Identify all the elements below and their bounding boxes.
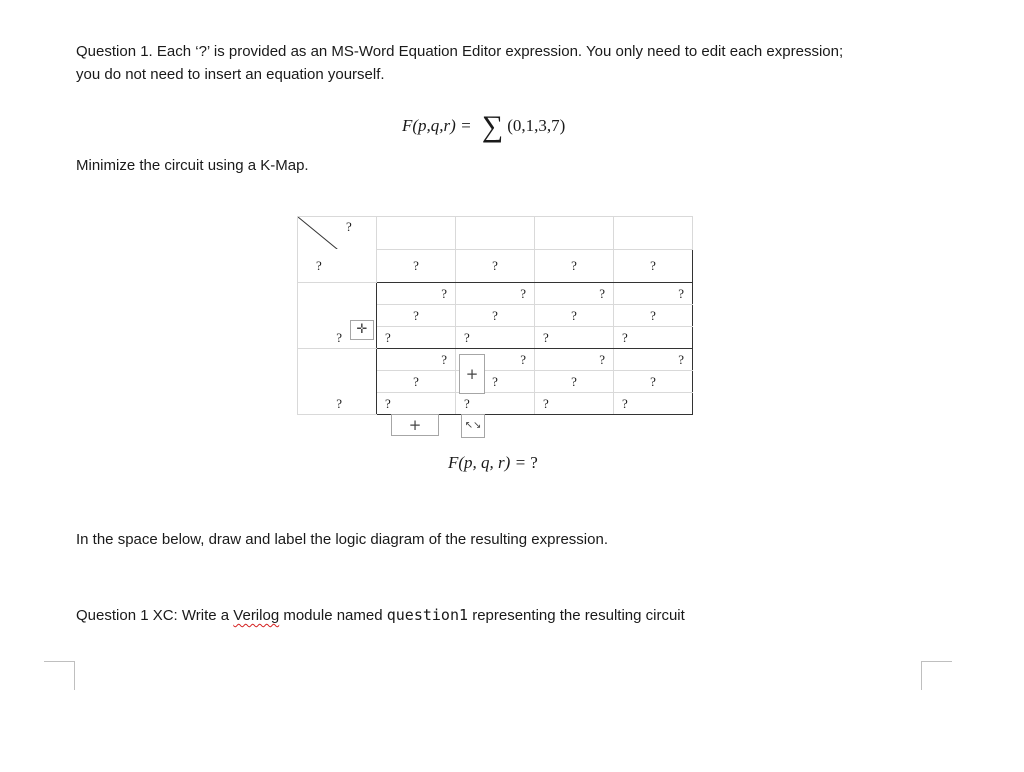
kmap-cell[interactable]: ? [614,327,693,349]
kmap-row-label-cell [298,283,377,305]
kmap-cell[interactable]: ? [614,393,693,415]
kmap-row-label-cell [298,371,377,393]
kmap-empty-cell [535,217,614,250]
result-lhs: F(p, q, r) = [448,453,527,472]
kmap-cell[interactable]: ? [456,283,535,305]
kmap-corner-left-label[interactable]: ? [316,258,322,273]
kmap-cell[interactable]: ? [456,305,535,327]
kmap-row-label[interactable]: ? [336,396,342,411]
result-placeholder[interactable]: ? [530,453,538,472]
result-equation[interactable] [448,453,538,473]
kmap-row-label-cell [298,349,377,371]
table-resize-handle-icon[interactable]: ↖↘ [461,414,485,438]
kmap-cell[interactable]: ? [377,371,456,393]
page-margin-corner-left [44,661,75,690]
page-margin-corner-right [921,661,952,690]
kmap-cell[interactable]: ? [377,327,456,349]
xc-prefix: Question 1 XC: Write a [76,607,234,624]
extra-credit-question [76,604,685,627]
equation-terms: (0,1,3,7) [507,116,566,135]
kmap-cell[interactable]: ? [614,349,693,371]
kmap-col-header[interactable]: ? [456,250,535,283]
intro-line-2: you do not need to insert an equation yourself. [76,66,385,83]
kmap-cell[interactable]: ? [535,305,614,327]
kmap-cell[interactable]: ? [535,283,614,305]
kmap-cell[interactable]: ? [535,371,614,393]
kmap-cell[interactable]: ? [614,283,693,305]
module-name: question1 [386,606,469,624]
kmap-cell[interactable]: ? [535,327,614,349]
kmap-cell[interactable]: ? [456,349,535,371]
kmap-cell[interactable]: ? [377,349,456,371]
kmap-cell[interactable]: ? [377,305,456,327]
kmap-col-header[interactable]: ? [377,250,456,283]
kmap-col-header[interactable]: ? [535,250,614,283]
kmap-row-label-cell[interactable] [298,393,377,415]
kmap-corner-cell-lower[interactable] [298,250,377,283]
kmap-instruction: Minimize the circuit using a K-Map. [76,157,309,174]
kmap-cell[interactable]: ? [535,349,614,371]
add-row-button[interactable]: + [391,414,439,436]
kmap-corner-cell[interactable] [298,217,377,250]
kmap-empty-cell [377,217,456,250]
kmap-empty-cell [456,217,535,250]
sigma-icon: ∑ [481,110,504,143]
diagram-instruction: In the space below, draw and label the logic diagram of the resulting expression. [76,531,608,548]
equation-lhs: F(p,q,r) = [402,116,472,135]
kmap-cell[interactable]: ? [456,327,535,349]
table-move-handle-icon[interactable]: ✛ [350,320,374,340]
add-column-button[interactable]: + [459,354,485,394]
kmap-cell[interactable]: ? [456,371,535,393]
kmap-col-header[interactable]: ? [614,250,693,283]
kmap-cell[interactable]: ? [614,305,693,327]
kmap-cell[interactable]: ? [377,283,456,305]
kmap-table[interactable] [297,216,693,415]
verilog-word[interactable]: Verilog [233,607,280,624]
xc-middle: module named [279,607,387,624]
kmap-cell[interactable]: ? [456,393,535,415]
diagonal-divider [298,217,376,250]
kmap-row-label[interactable]: ? [336,330,342,345]
kmap-cell[interactable]: ? [614,371,693,393]
kmap-corner-top-label[interactable]: ? [346,219,352,234]
intro-line-1: Question 1. Each ‘?’ is provided as an MS-Word Equation Editor expression. You only need to edit each expression; [76,43,844,60]
xc-suffix: representing the resulting circuit [468,607,685,624]
question-intro [76,40,956,86]
kmap-cell[interactable]: ? [535,393,614,415]
function-equation[interactable] [402,110,565,144]
kmap-empty-cell [614,217,693,250]
kmap-cell[interactable]: ? [377,393,456,415]
